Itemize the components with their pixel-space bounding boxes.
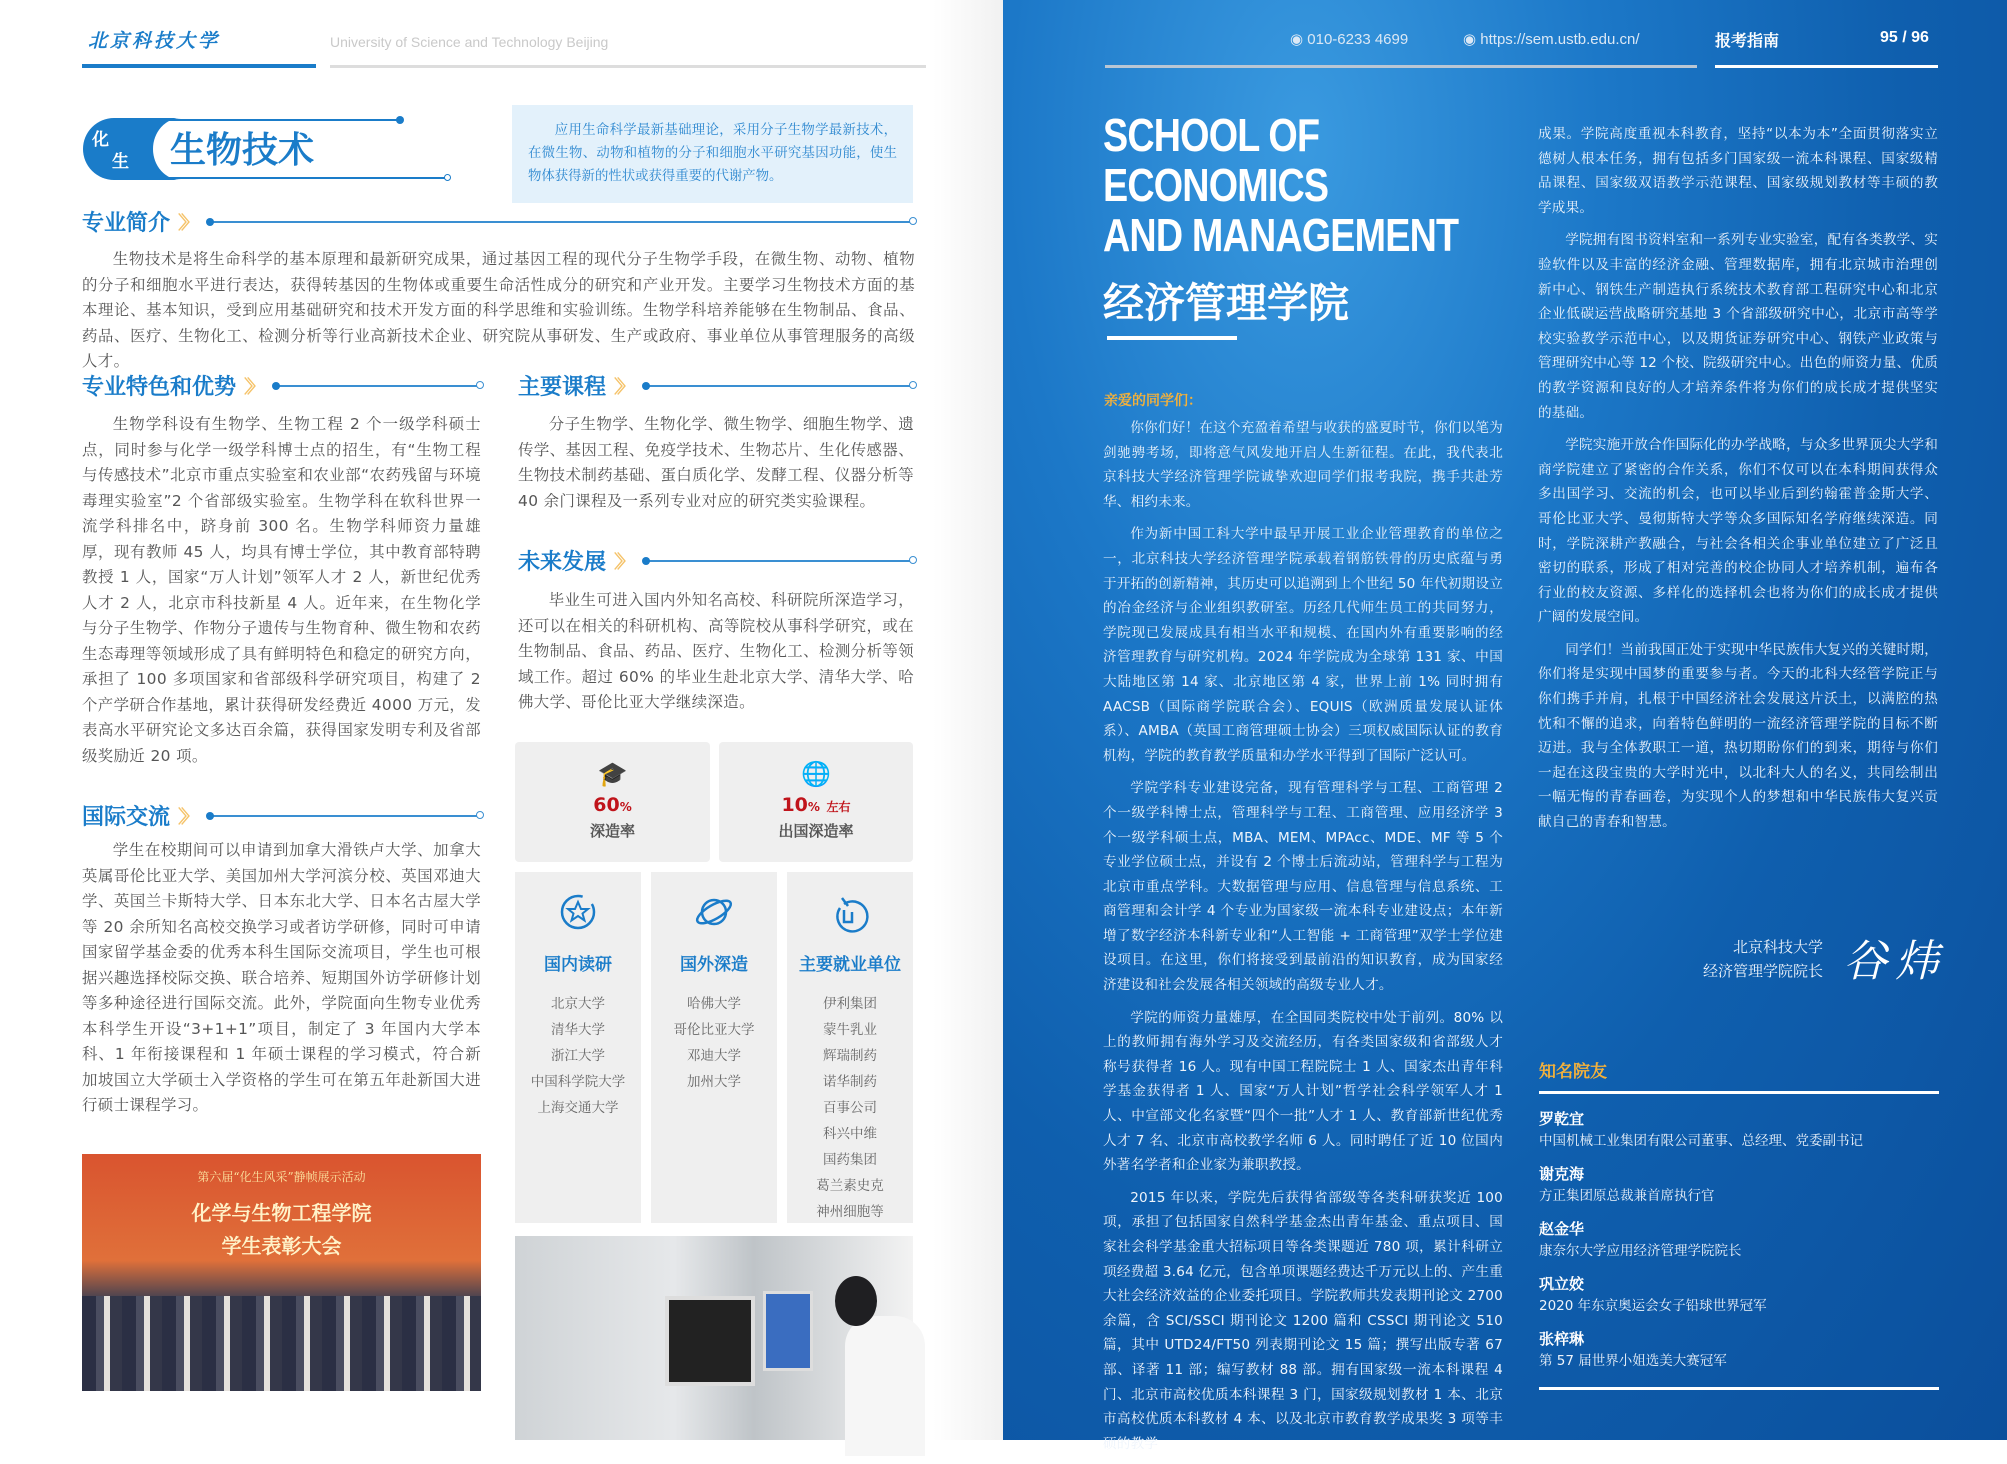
title-underline xyxy=(1107,336,1237,340)
header-divider xyxy=(1105,65,1697,68)
stat-label: 深造率 xyxy=(589,822,635,840)
website-contact[interactable] xyxy=(1463,30,1640,48)
list-item: 诺华制药 xyxy=(823,1074,877,1090)
alumni-item xyxy=(1539,1273,1939,1314)
award-ceremony-photo xyxy=(82,1154,481,1391)
column-title: 主要就业单位 xyxy=(799,955,901,975)
list-item: 邓迪大学 xyxy=(687,1048,741,1064)
photo-banner-main: 化学与生物工程学院 xyxy=(191,1201,372,1225)
alumni-desc: 方正集团原总裁兼首席执行官 xyxy=(1539,1188,1715,1204)
stat-number: 10 xyxy=(781,794,808,816)
column-domestic-grad xyxy=(515,872,641,1223)
title-en-line: SCHOOL OF xyxy=(1103,109,1320,161)
signature-title: 经济管理学院院长 xyxy=(1702,962,1823,980)
alumni-name: 罗乾宜 xyxy=(1539,1110,1585,1128)
stat-label: 出国深造率 xyxy=(778,822,854,840)
stat-suffix: 左右 xyxy=(826,800,851,814)
alumni-name: 谢克海 xyxy=(1539,1165,1585,1183)
list-item: 蒙牛乳业 xyxy=(823,1022,877,1038)
list-item: 清华大学 xyxy=(551,1022,605,1038)
page-number: 95 / 96 xyxy=(1880,29,1929,46)
list-item: 伊利集团 xyxy=(823,996,877,1012)
header-accent-line xyxy=(1715,65,1938,68)
alumni-desc: 2020 年东京奥运会女子铅球世界冠军 xyxy=(1539,1298,1767,1314)
chevron-icon: 〉〉 xyxy=(178,212,194,234)
letter-paragraph: 学院的师资力量雄厚，在全国同类院校中处于前列。80% 以上的教师拥有海外学习及交流经历，有各类国家级和省部级人才称号获得者 16 人。现有中国工程院院士 1 人、国家杰出青年科学基金获得者 1 人、国家“万人计划”哲学社会科学领军人才 1 人、中宣部文化名家暨“四个一批”人才 1 人、教育部新世纪优秀人才 7 名、北京市高校教学名师 6 人。同时聘任了近 10 位国内外著名学者和企业家为兼职教授。 xyxy=(1103,1009,1503,1174)
list-item: 百事公司 xyxy=(823,1100,877,1116)
photo-monitor xyxy=(665,1296,755,1386)
intro-box: 应用生命科学最新基础理论，采用分子生物学最新技术，在微生物、动物和植物的分子和细胞水平研究基因功能，使生物体获得新的性状或获得重要的代谢产物。 xyxy=(512,105,913,203)
globe-icon: ◉ xyxy=(1463,31,1481,48)
overview-paragraph: 生物技术是将生命科学的基本原理和最新研究成果，通过基因工程的现代分子生物学手段，在微生物、动物、植物的分子和细胞水平进行表达，获得转基因的生物体或重要生命活性成分的研究和产业开发。主要学习生物技术方面的基本理论、基本知识，受到应用基础研究和技术开发方面的科学思维和实验训练。生物学科培养能够在生物制品、食品、药品、医疗、生物化工、检测分析等行业高新技术企业、研究院从事研发、生产或政府、事业单位从事管理服务的高级人才。 xyxy=(82,250,915,370)
alumni-desc: 中国机械工业集团有限公司董事、总经理、党委副书记 xyxy=(1539,1133,1863,1149)
right-page xyxy=(1003,0,2007,1452)
chevron-icon: 〉〉 xyxy=(614,551,630,573)
list-item: 加州大学 xyxy=(687,1074,741,1090)
letter-paragraph: 你你们好！在这个充盈着希望与收获的盛夏时节，你们以笔为剑驰骋考场，即将意气风发地开启人生新征程。在此，我代表北京科技大学经济管理学院诚挚欢迎同学们报考我院，携手共赴芳华、相约未来。 xyxy=(1103,420,1503,510)
alumni-item xyxy=(1539,1328,1939,1369)
alumni-name: 赵金华 xyxy=(1539,1220,1585,1238)
list-item: 浙江大学 xyxy=(551,1048,605,1064)
photo-banner-sub: 学生表彰大会 xyxy=(221,1234,342,1258)
phone-icon: ◉ xyxy=(1290,31,1308,48)
list-item: 北京大学 xyxy=(551,996,605,1012)
photo-person-head xyxy=(835,1276,877,1326)
title-en-line: AND MANAGEMENT xyxy=(1103,209,1459,261)
alumni-name: 巩立姣 xyxy=(1539,1275,1585,1293)
alumni-name: 张梓琳 xyxy=(1539,1330,1585,1348)
heading-text: 未来发展 xyxy=(518,550,607,575)
photo-person xyxy=(845,1316,925,1456)
letter-column-2 xyxy=(1538,122,1938,843)
graduate-icon: 🎓 xyxy=(597,760,628,788)
heading-text: 专业简介 xyxy=(82,211,171,236)
dean-signature: 谷炜 xyxy=(1843,936,1947,987)
future-paragraph: 毕业生可进入国内外知名高校、科研院所深造学习，还可以在相关的科研机构、高等院校从事科学研究，或在生物制品、食品、药品、医疗、生物化工、检测分析等领域工作。超过 60% 的毕业生赴北京大学、清华大学、哈佛大学、哥伦比亚大学继续深造。 xyxy=(518,591,914,711)
alumni-item xyxy=(1539,1163,1939,1204)
title-en-line: ECONOMICS xyxy=(1103,159,1329,211)
courses-paragraph: 分子生物学、生物化学、微生物学、细胞生物学、遗传学、基因工程、免疫学技术、生物芯片、生化传感器、生物技术制药基础、蛋白质化学、发酵工程、仪器分析等 40 余门课程及一系列专业对应的研究类实验课程。 xyxy=(518,415,914,510)
phone-contact xyxy=(1290,30,1408,48)
letter-paragraph: 学院实施开放合作国际化的办学战略，与众多世界顶尖大学和商学院建立了紧密的合作关系，你们不仅可以在本科期间获得众多出国学习、交流的机会，也可以毕业后到约翰霍普金斯大学、哥伦比亚大学、曼彻斯特大学等众多国际知名学府继续深造。同时，学院深耕产教融合，与社会各相关企事业单位建立了广泛且密切的联系，形成了相对完善的校企协同人才培养机制，遍布各行业的校友资源、多样化的选择机会也将为你们的成长成才提供广阔的发展空间。 xyxy=(1538,437,1938,626)
heading-line xyxy=(275,385,480,387)
stat-value xyxy=(515,794,710,816)
briefcase-icon xyxy=(830,892,870,932)
section-label: 报考指南 xyxy=(1715,31,1780,50)
school-title-cn: 经济管理学院 xyxy=(1103,279,1349,327)
section-heading-exchange xyxy=(82,800,480,831)
signature-block xyxy=(1643,935,1823,983)
heading-text: 主要课程 xyxy=(518,375,607,400)
stat-value xyxy=(719,794,913,816)
section-heading-future xyxy=(518,545,913,576)
title-top-line xyxy=(160,119,400,121)
section-heading-features xyxy=(82,370,480,401)
letter-column-1 xyxy=(1103,416,1503,1464)
alumni-top-line xyxy=(1539,1091,1939,1094)
chevron-icon: 〉〉 xyxy=(244,376,260,398)
university-logo: 北京科技大学 xyxy=(88,30,221,52)
stat-unit: % xyxy=(619,800,632,814)
heading-line xyxy=(645,385,913,387)
stat-card-further-study xyxy=(515,742,710,862)
list-item: 神州细胞等 xyxy=(816,1204,884,1220)
section-heading-courses xyxy=(518,370,913,401)
column-title: 国内读研 xyxy=(544,955,612,975)
stat-number: 60 xyxy=(593,794,620,816)
globe-graduate-icon: 🌐 xyxy=(801,760,831,788)
left-page xyxy=(0,0,1003,1440)
list-item: 上海交通大学 xyxy=(537,1100,619,1116)
alumni-heading: 知名院友 xyxy=(1539,1062,1607,1082)
photo-banner-top: 第六届“化生风采”静帧展示活动 xyxy=(197,1170,366,1184)
university-english-name: University of Science and Technology Beijing xyxy=(330,34,609,50)
school-title-en xyxy=(1103,110,1458,260)
list-item: 葛兰素史克 xyxy=(816,1178,884,1194)
stat-card-abroad-study xyxy=(719,742,913,862)
badge-char-2: 生 xyxy=(112,152,129,172)
signature-university: 北京科技大学 xyxy=(1732,938,1823,956)
letter-paragraph: 成果。学院高度重视本科教育，坚持“以本为本”全面贯彻落实立德树人根本任务，拥有包括多门国家级一流本科课程、国家级精品课程、国家级双语教学示范课程、国家级规划教材等丰硕的教学成果。 xyxy=(1538,126,1938,216)
header-accent-line xyxy=(82,64,316,68)
alumni-list xyxy=(1539,1108,1939,1369)
website-link[interactable]: https://sem.ustb.edu.cn/ xyxy=(1480,31,1640,48)
alumni-desc: 康奈尔大学应用经济管理学院院长 xyxy=(1539,1243,1742,1259)
alumni-item xyxy=(1539,1218,1939,1259)
title-line-dot xyxy=(396,116,404,124)
planet-icon xyxy=(694,892,734,932)
lab-microscope-photo xyxy=(515,1236,913,1440)
chevron-icon: 〉〉 xyxy=(178,806,194,828)
list-item: 辉瑞制药 xyxy=(823,1048,877,1064)
list-item: 科兴中维 xyxy=(823,1126,877,1142)
heading-text: 专业特色和优势 xyxy=(82,375,237,400)
heading-line xyxy=(209,815,480,817)
list-item: 哥伦比亚大学 xyxy=(673,1022,755,1038)
page-title: 生物技术 xyxy=(170,130,315,171)
photo-monitor-2 xyxy=(763,1291,813,1371)
alumni-bottom-line xyxy=(1539,1387,1939,1390)
letter-paragraph: 同学们！当前我国正处于实现中华民族伟大复兴的关键时期，你们将是实现中国梦的重要参与者。今天的北科大经管学院正与你们携手并肩，扎根于中国经济社会发展这片沃土，以满腔的热忱和不懈的追求，向着特色鲜明的一流经济管理学院的目标不断迈进。我与全体教职工一道，热切期盼你们的到来，期待与你们一起在这段宝贵的大学时光中，以北科大人的名义，共同绘制出一幅无悔的青春画卷，为实现个人的梦想和中华民族伟大复兴贡献自己的青春和智慧。 xyxy=(1538,641,1938,831)
letter-paragraph: 学院学科专业建设完备，现有管理科学与工程、工商管理 2 个一级学科博士点，管理科学与工程、工商管理、应用经济学 3 个一级学科硕士点，MBA、MEM、MPAcc、MDE、MF 等 5 个专业学位硕士点，并设有 2 个博士后流动站，管理科学与工程为北京市重点学科。大数据管理与应用、信息管理与信息系统、工商管理和会计学 4 个专业为国家级一流本科专业建设点；本年新增了数字经济本科新专业和“人工智能 + 工商管理”双学士学位建设项目。在这里，你们将接受到最前沿的知识教育，成为国家经济建设和社会发展各相关领域的高级专业人才。 xyxy=(1103,780,1503,994)
heading-line xyxy=(209,221,913,223)
section-heading-overview xyxy=(82,206,913,237)
column-employers xyxy=(787,872,913,1223)
list-item: 哈佛大学 xyxy=(687,996,741,1012)
star-circle-icon xyxy=(558,892,598,932)
stat-unit: % xyxy=(807,800,820,814)
list-item: 国药集团 xyxy=(823,1152,877,1168)
alumni-item xyxy=(1539,1108,1939,1149)
photo-people-group xyxy=(82,1296,481,1391)
alumni-desc: 第 57 届世界小姐选美大赛冠军 xyxy=(1539,1353,1727,1369)
features-paragraph: 生物学科设有生物学、生物工程 2 个一级学科硕士点，同时参与化学一级学科博士点的招生，有“生物工程与传感技术”北京市重点实验室和农业部“农药残留与环境毒理实验室”2 个省部级实验室。生物学科在软科世界一流学科排名中，跻身前 300 名。生物学科师资力量雄厚，现有教师 45 人，均具有博士学位，其中教育部特聘教授 1 人，国家“万人计划”领军人才 2 人，新世纪优秀人才 2 人，北京市科技新星 4 人。近年来，在生物化学与分子生物学、作物分子遗传与生物育种、微生物和农药生态毒理等领域形成了具有鲜明特色和稳定的研究方向，承担了 100 多项国家和省部级科学研究项目，构建了 2 个产学研合作基地，累计获得研发经费近 4000 万元，发表高水平研究论文多达百余篇，获得国家发明专利及省部级奖励近 20 项。 xyxy=(82,415,481,765)
title-line-circle xyxy=(444,174,451,181)
exchange-paragraph: 学生在校期间可以申请到加拿大滑铁卢大学、加拿大英属哥伦比亚大学、美国加州大学河滨分校、英国邓迪大学、英国兰卡斯特大学、日本东北大学、日本名古屋大学等 20 余所知名高校交换学习或者访学研修，同时可申请国家留学基金委的优秀本科生国际交流项目，学生也可根据兴趣选择校际交换、联合培养、短期国外访学研修计划等多种途径进行国际交流。此外，学院面向生物专业优秀本科学生开设“3+1+1”项目，制定了 3 年国内大学本科、1 年衔接课程和 1 年硕士课程的学习模式，符合新加坡国立大学硕士入学资格的学生可在第五年赴新国大进行硕士课程学习。 xyxy=(82,841,481,1114)
letter-paragraph: 2015 年以来，学院先后获得省部级等各类科研获奖近 100 项，承担了包括国家自然科学基金杰出青年基金、重点项目、国家社会科学基金重大招标项目等各类课题近 780 项，累计科研立项经费超 3.64 亿元，包含单项课题经费达千万元以上的、产生重大社会经济效益的企业委托项目。学院教师共发表期刊论文 2700 余篇，含 SCI/SSCI 期刊论文 1200 篇和 CSSCI 期刊论文 510 篇，其中 UTD24/FT50 列表期刊论文 15 篇；撰写出版专著 67 部、译著 11 部；编写教材 88 部。拥有国家级一流本科课程 4 门、北京市高校优质本科课程 3 门，国家级规划教材 1 本、北京市高校优质本科教材 4 本、以及北京市教育教学成果奖 3 项等丰硕的教学 xyxy=(1103,1189,1503,1452)
greeting: 亲爱的同学们： xyxy=(1104,393,1202,409)
letter-paragraph: 作为新中国工科大学中最早开展工业企业管理教育的单位之一，北京科技大学经济管理学院承载着钢筋铁骨的历史底蕴与勇于开拓的创新精神，其历史可以追溯到上个世纪 50 年代初期设立的冶金经济与企业组织教研室。历经几代师生员工的共同努力，学院现已发展成具有相当水平和规模、在国内外有重要影响的经济管理教育与研究机构。2024 年学院成为全球第 131 家、中国大陆地区第 14 家、北京地区第 4 家，世界上前 1% 同时拥有 AACSB（国际商学院联合会）、EQUIS（欧洲质量发展认证体系）、AMBA（英国工商管理硕士协会）三项权威国际认证的教育机构，学院的教育教学质量和办学水平得到了国际广泛认可。 xyxy=(1103,526,1503,764)
phone-number: 010-6233 4699 xyxy=(1307,31,1409,48)
chevron-icon: 〉〉 xyxy=(614,376,630,398)
heading-text: 国际交流 xyxy=(82,805,171,830)
title-bottom-line xyxy=(130,177,448,179)
header-divider xyxy=(330,65,926,68)
badge-char-1: 化 xyxy=(92,130,109,150)
heading-line xyxy=(645,560,913,562)
column-abroad-study xyxy=(651,872,777,1223)
letter-paragraph: 学院拥有图书资料室和一系列专业实验室，配有各类教学、实验软件以及丰富的经济金融、管理数据库，拥有北京城市治理创新中心、钢铁生产制造执行系统技术教育部工程研究中心和北京企业低碳运营战略研究基地 3 个省部级研究中心，北京市高等学校实验教学示范中心，以及期货证券研究中心、钢铁产业政策与管理研究中心等 12 个校、院级研究中心。出色的师资力量、优质的教学资源和良好的人才培养条件将为你们的成长成才提供坚实的基础。 xyxy=(1538,232,1938,421)
list-item: 中国科学院大学 xyxy=(530,1074,626,1090)
column-title: 国外深造 xyxy=(680,955,748,975)
